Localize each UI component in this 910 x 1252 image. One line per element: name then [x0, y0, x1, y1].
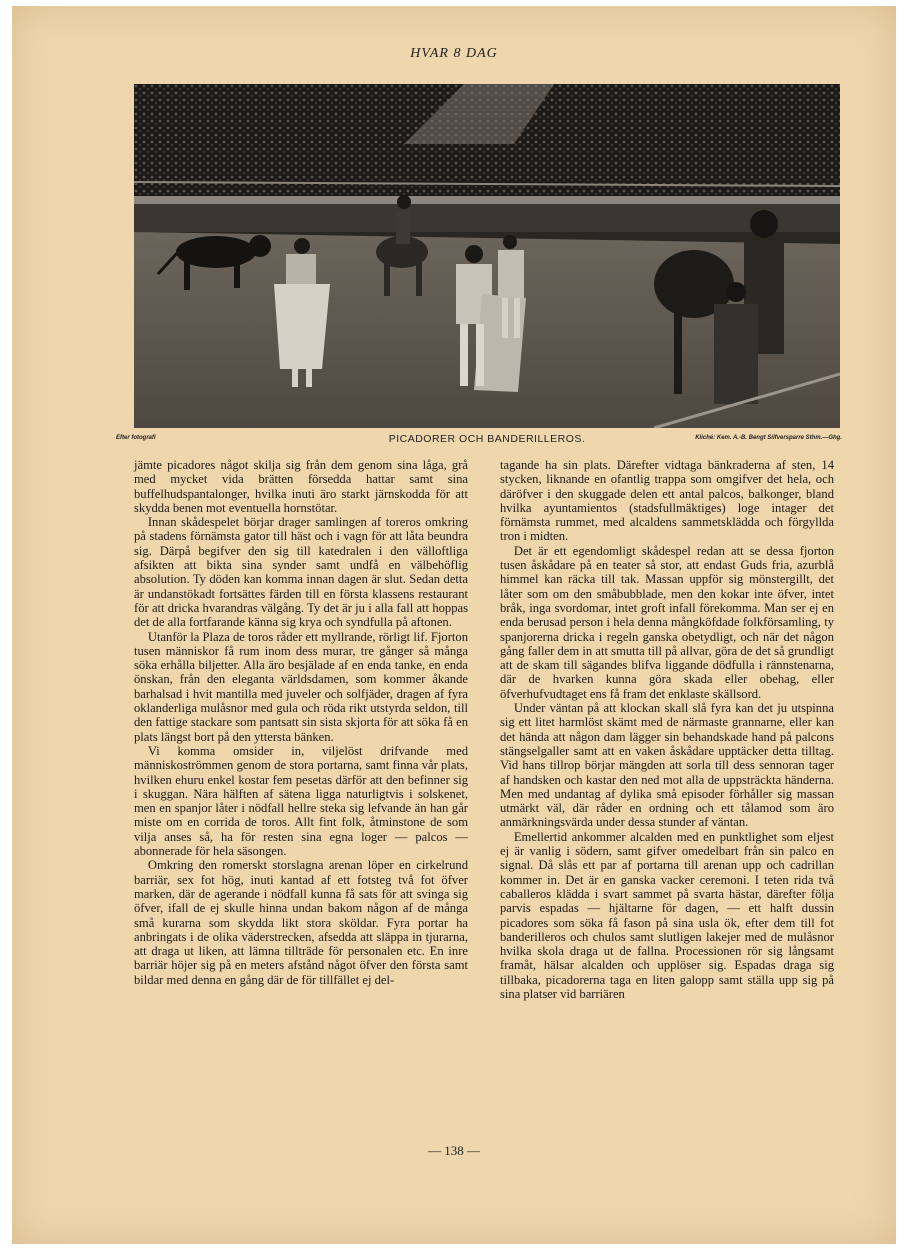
paragraph: Omkring den romerskt storslagna arenan löper en cirkelrund barriär, sex fot hög, inuti kantad af ett fotsteg två fot öfver marken, där de agerande i nödfall kunna få sats för att svinga sig öfver, ifall de ej skulle hinna undan bakom någon af de många små kurarna som skydda likt stora sköldar. Fyra portar ha anbringats i de olika väderstrecken, afsedda att släppa in tjurarna, att draga ut liken, att lämna tillträde för personalen etc. En inre barriär höjer sig på en meters afstånd något öfver den första samt bildar med denna en gång där de för tillfället ej del-	[134, 858, 468, 987]
paragraph: Under väntan på att klockan skall slå fyra kan det ju utspinna sig ett litet harmlöst skämt med de närmaste grannarne, eller kan det hända att någon dam lägger sin behandskade hand på palcons stängselgaller samt att en vaken åskådare upptäcker detta tilltag. Vid hans tillrop börjar mängden att sorla till dess sennoran tager af handsken och kastar den ned mot alla de uppsträckta händerna. Men med undantag af dylika små episoder förhåller sig massan utmärkt väl, där råder en ordning och ett tålamod som äro anmärkningsvärda under dessa stunder af väntan.	[500, 701, 834, 830]
cliche-credit: Kliché: Kem. A.-B. Bengt Silfversparre Sthm.—Ghg.	[695, 435, 842, 441]
paragraph: tagande ha sin plats. Därefter vidtaga bänkraderna af sten, 14 stycken, liknande en ofantlig trappa som omgifver det hela, och däröfver i den skuggade delen ett antal palcos, balkonger, bland hvilka ayuntamientos (stadsfullmäktiges) loge intager det förnämsta rummet, med alcaldens sammetsklädda och förgyllda tron i midten.	[500, 458, 834, 544]
paragraph: Vi komma omsider in, viljelöst drifvande med människoströmmen genom de stora portarna, samt finna vår plats, hvilken ehuru enkel kostar fem pesetas därför att den befinner sig i skuggan. Nära hälften af sätena ligga naturligtvis i solskenet, men en spanjor låter i nödfall hellre steka sig lefvande än han går miste om en corrida de toros. Allt fint folk, åtminstone de som vilja anses så, ha för resten sina egna loger — palcos — abonnerade för hela säsongen.	[134, 743, 468, 859]
page	[12, 6, 896, 1244]
paragraph: jämte picadores något skilja sig från dem genom sina låga, grå med mycket vida brätten försedda hattar samt sina buffelhudspantalonger, hvilka inuti äro starkt järnskodda för att skydda benen mot eventuella hornstötar.	[134, 458, 468, 515]
paragraph: Emellertid ankommer alcalden med en punktlighet som eljest ej är vanlig i södern, samt gifver omedelbart från sin palco en signal. Då slås ett par af portarna till arenan upp och cadrillan kommer in. Det är en ganska vacker ceremoni. I teten rida två caballeros klädda i svart sammet på svarta hästar, därefter följa parvis espadas — hjältarne för dagen, — ett halft dussin picadores som söka få fason på sina usla ök, efter dem till fot banderilleros och chulos samt slutligen lakejer med de mulåsnor hvilka skola draga ut de fallna. Processionen rör sig långsamt framåt, hälsar alcalden och upplöser sig. Espadas draga sig tillbaka, picadorerna taga en liten galopp samt ställa upp sig på sina platser vid barriären	[500, 829, 834, 1001]
page-number: — 138 —	[428, 1143, 480, 1158]
bullfight-photo	[134, 84, 840, 428]
figure-caption-row	[116, 433, 842, 449]
barrier-top	[134, 196, 840, 204]
paragraph: Innan skådespelet börjar drager samlingen af toreros omkring på stadens förnämsta gator till häst och i vagn för att låta beundra sig. Därpå begifver den sig till katedralen i den välloftliga afsikten att bikta sina synder samt undfå en välbehöflig absolution. Ty döden kan komma innan dagen är slut. Sedan detta är undanstökadt fortsättes färden till en första klassens restaurant för att dricka hvarandras välgång. Ty det är ju i alla fall att hoppas det de alla fortfarande känna sig krya och syndfulla på aftonen.	[134, 515, 468, 630]
paragraph: Det är ett egendomligt skådespel redan att se dessa fjorton tusen åskådare på en teater så stor, att endast Guds fria, azurblå himmel kan räcka till tak. Massan uppför sig mönstergillt, det låter som om den småbubblade, men den kokar inte öfver, intet bråk, inga svordomar, intet groft infall förekomma. Man ser ej en enda berusad person i hela denna mångköfdade folkförsamling, ty spanjorerna dricka i regeln ganska obetydligt, och när det någon gång faller dem in att smutta till på allvar, göra de det så grundligt att de skam till sägandes blifva liggande dödfulla i rännstenarna, där de hvarken kunna göra skada eller obehag, eller öfverhufvudtaget ens få fram det enklaste skällsord.	[500, 543, 834, 701]
article-column-right	[500, 458, 834, 1001]
running-header: HVAR 8 DAG	[410, 46, 498, 61]
photo-credit: Efter fotografi	[116, 435, 156, 441]
article-column-left	[134, 458, 468, 987]
figure-caption: PICADORER OCH BANDERILLEROS.	[388, 433, 586, 445]
photo-illustration	[134, 84, 840, 428]
paragraph: Utanför la Plaza de toros råder ett myllrande, rörligt lif. Fjorton tusen människor få rum inom dess murar, tre gånger så många söka erhålla biljetter. Alla äro besjälade af en enda tanke, en enda önskan, från den eleganta världsdamen, som kommer åkande barhalsad i hvit mantilla med juveler och solfjäder, dragen af fyra oklanderliga mulåsnor med gula och röda rikt utstyrda seldon, till den fattige stackare som pantsatt sin sista skjorta för att söka få en plats längst bort på den yttersta bänken.	[134, 629, 468, 744]
